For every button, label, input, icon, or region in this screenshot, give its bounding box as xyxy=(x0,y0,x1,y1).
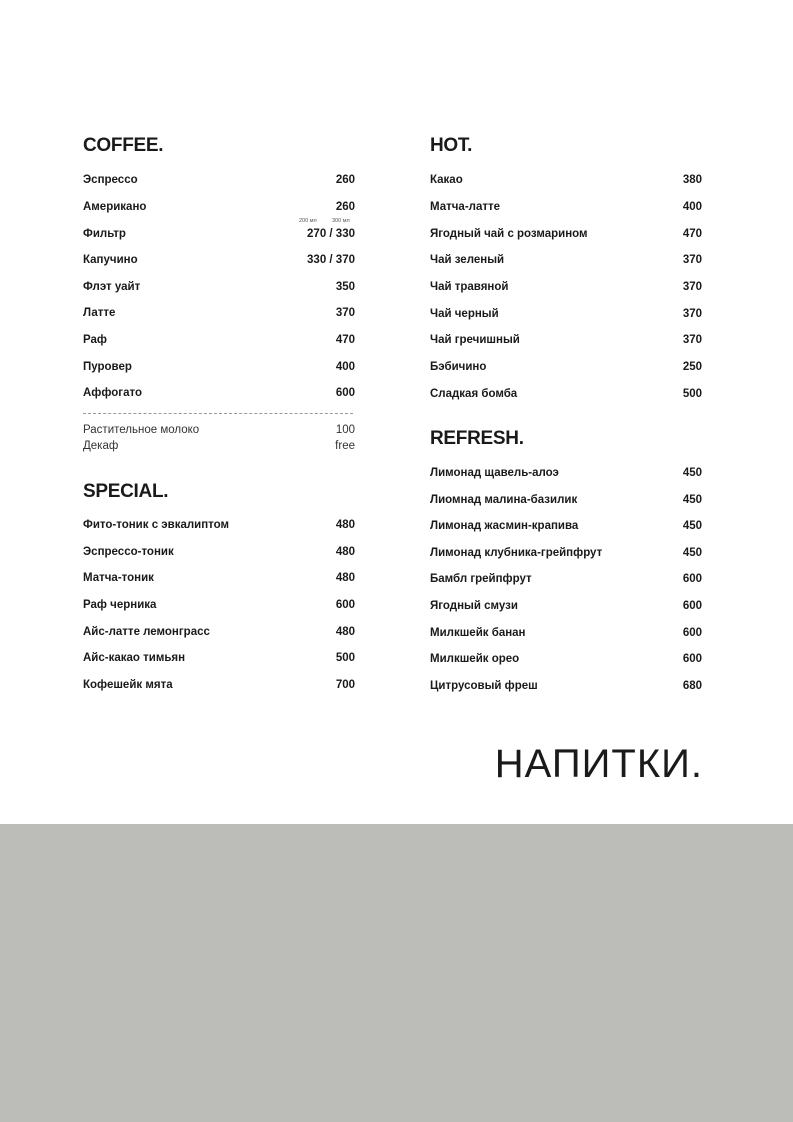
item-price: 700 xyxy=(335,679,355,691)
menu-item xyxy=(430,627,702,645)
item-price: 370 xyxy=(682,281,702,293)
menu-item xyxy=(83,201,355,219)
item-name: Фито-тоник с эвкалиптом xyxy=(83,519,230,531)
item-price: 370 xyxy=(335,307,355,319)
item-name: Растительное молоко xyxy=(83,424,200,436)
item-price: 370 xyxy=(682,334,702,346)
menu-item xyxy=(430,573,702,591)
menu-item xyxy=(430,388,702,406)
item-name: Лиомнад малина-базилик xyxy=(430,494,578,506)
menu-item xyxy=(430,308,702,326)
item-name: Эспрессо-тоник xyxy=(83,546,174,558)
menu-item xyxy=(83,572,355,590)
item-name: Аффогато xyxy=(83,387,142,399)
menu-item xyxy=(83,174,355,192)
item-name: Флэт уайт xyxy=(83,281,141,293)
item-name: Бэбичино xyxy=(430,361,487,373)
item-price: 270 / 330 xyxy=(307,228,355,240)
item-price: 500 xyxy=(682,388,702,400)
menu-item xyxy=(83,387,355,405)
item-name: Какао xyxy=(430,174,463,186)
item-price: 600 xyxy=(682,627,702,639)
bottom-gray-band xyxy=(0,824,793,1122)
item-price: 380 xyxy=(682,174,702,186)
coffee-section-title: COFFEE. xyxy=(83,135,164,156)
menu-item xyxy=(430,361,702,379)
item-price: 480 xyxy=(335,626,355,638)
item-price: 600 xyxy=(335,387,355,399)
item-name: Айс-какао тимьян xyxy=(83,652,186,664)
item-price: 470 xyxy=(335,334,355,346)
refresh-section-title: REFRESH. xyxy=(430,428,524,449)
item-name: Чай гречишный xyxy=(430,334,520,346)
item-name: Кофешейк мята xyxy=(83,679,173,691)
item-name: Милкшейк банан xyxy=(430,627,526,639)
item-name: Матча-тоник xyxy=(83,572,154,584)
item-price: free xyxy=(335,440,355,452)
dashed-divider xyxy=(83,413,353,414)
item-name: Айс-латте лемонграсс xyxy=(83,626,210,638)
item-price: 260 xyxy=(335,174,355,186)
item-name: Сладкая бомба xyxy=(430,388,518,400)
item-price: 600 xyxy=(682,573,702,585)
item-name: Латте xyxy=(83,307,116,319)
item-price: 600 xyxy=(682,653,702,665)
item-price: 450 xyxy=(682,467,702,479)
item-name: Милкшейк орео xyxy=(430,653,520,665)
item-price: 400 xyxy=(335,361,355,373)
item-name: Ягодный чай с розмарином xyxy=(430,228,588,240)
menu-item xyxy=(83,652,355,670)
item-name: Декаф xyxy=(83,440,119,452)
item-name: Чай черный xyxy=(430,308,499,320)
menu-item xyxy=(430,334,702,352)
item-price: 470 xyxy=(682,228,702,240)
item-price: 250 xyxy=(682,361,702,373)
menu-item xyxy=(83,626,355,644)
item-price: 100 xyxy=(335,424,355,436)
item-name: Цитрусовый фреш xyxy=(430,680,538,692)
item-price: 370 xyxy=(682,308,702,320)
item-price: 480 xyxy=(335,546,355,558)
menu-item xyxy=(430,520,702,538)
item-name: Чай травяной xyxy=(430,281,509,293)
menu-item xyxy=(430,228,702,246)
item-price: 450 xyxy=(682,520,702,532)
item-price: 600 xyxy=(335,599,355,611)
extra-item xyxy=(83,440,355,458)
menu-item xyxy=(430,201,702,219)
item-price: 450 xyxy=(682,494,702,506)
item-price: 480 xyxy=(335,519,355,531)
item-name: Пуровер xyxy=(83,361,132,373)
menu-item xyxy=(430,653,702,671)
menu-item xyxy=(83,307,355,325)
item-name: Американо xyxy=(83,201,147,213)
menu-item xyxy=(430,467,702,485)
item-price: 370 xyxy=(682,254,702,266)
menu-item xyxy=(83,519,355,537)
item-name: Лимонад жасмин-крапива xyxy=(430,520,579,532)
menu-item xyxy=(430,254,702,272)
item-price: 350 xyxy=(335,281,355,293)
page-title: НАПИТКИ. xyxy=(494,742,703,786)
item-name: Бамбл грейпфрут xyxy=(430,573,532,585)
menu-item xyxy=(430,680,702,698)
item-name: Эспрессо xyxy=(83,174,138,186)
menu-item xyxy=(430,174,702,192)
menu-item xyxy=(83,254,355,272)
menu-item xyxy=(430,600,702,618)
menu-item xyxy=(83,281,355,299)
item-name: Ягодный смузи xyxy=(430,600,518,612)
item-name: Лимонад щавель-алоэ xyxy=(430,467,559,479)
item-price: 680 xyxy=(682,680,702,692)
menu-item xyxy=(83,599,355,617)
item-price: 400 xyxy=(682,201,702,213)
menu-item xyxy=(83,218,355,246)
item-price: 450 xyxy=(682,547,702,559)
special-section-title: SPECIAL. xyxy=(83,481,169,502)
item-price: 260 xyxy=(335,201,355,213)
menu-item xyxy=(430,547,702,565)
menu-item xyxy=(430,281,702,299)
item-price: 600 xyxy=(682,600,702,612)
item-name: Чай зеленый xyxy=(430,254,505,266)
menu-item xyxy=(83,334,355,352)
hot-section-title: HOT. xyxy=(430,135,473,156)
size-note-small: 200 мл xyxy=(299,218,317,224)
item-price: 500 xyxy=(335,652,355,664)
item-name: Лимонад клубника-грейпфрут xyxy=(430,547,603,559)
item-name: Раф xyxy=(83,334,107,346)
item-price: 330 / 370 xyxy=(307,254,355,266)
item-name: Раф черника xyxy=(83,599,157,611)
menu-item xyxy=(83,361,355,379)
item-name: Фильтр xyxy=(83,228,126,240)
item-name: Матча-латте xyxy=(430,201,501,213)
size-note-large: 300 мл xyxy=(332,218,350,224)
item-name: Капучино xyxy=(83,254,138,266)
menu-item xyxy=(83,679,355,697)
item-price: 480 xyxy=(335,572,355,584)
menu-item xyxy=(430,494,702,512)
menu-item xyxy=(83,546,355,564)
